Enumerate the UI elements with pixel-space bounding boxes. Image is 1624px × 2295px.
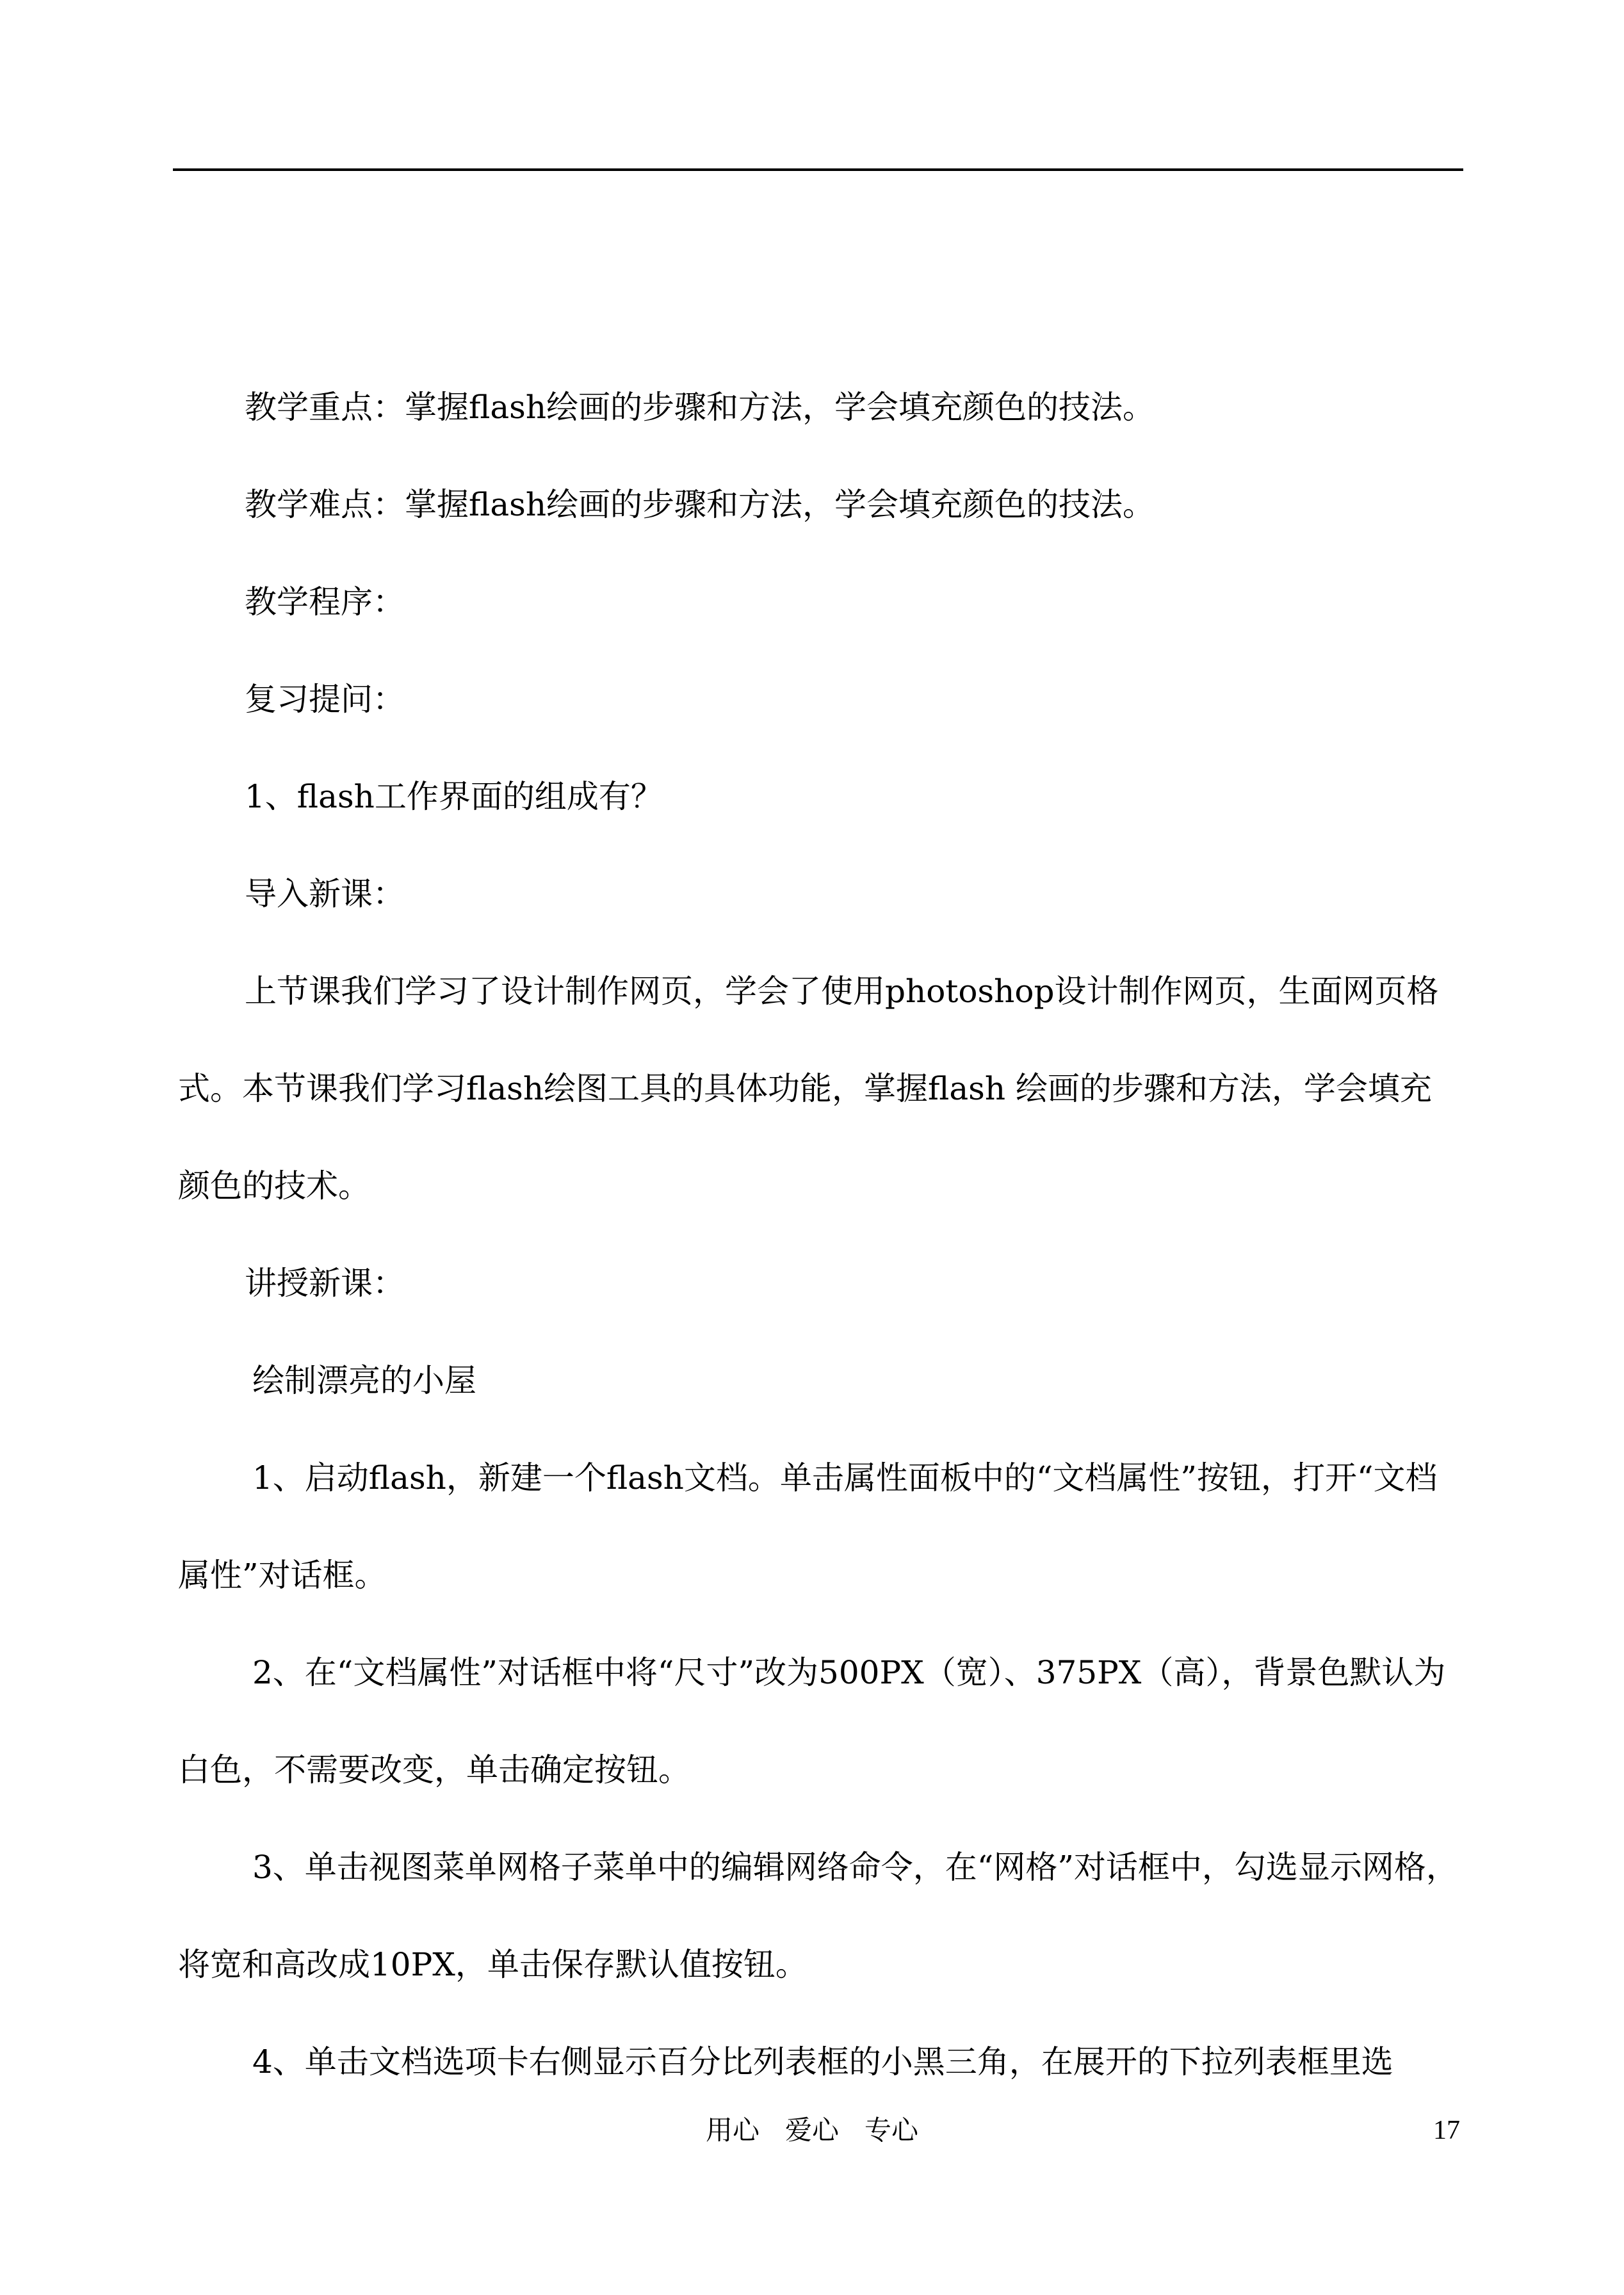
new-lesson-heading: 讲授新课： [245,1265,405,1302]
activity-title: 绘制漂亮的小屋 [252,1362,476,1399]
new-lesson-intro-heading: 导入新课： [245,875,405,912]
teaching-procedure-heading: 教学程序： [245,583,405,620]
footer-motto: 用心 爱心 专心 [705,2114,919,2146]
step-4: 4、单击文档选项卡右侧显示百分比列表框的小黑三角，在展开的下拉列表框里选 [252,2043,1393,2080]
teaching-difficulty: 教学难点：掌握flash绘画的步骤和方法，学会填充颜色的技法。 [245,486,1155,523]
step-3: 3、单击视图菜单网格子菜单中的编辑网络命令，在“网格”对话框中，勾选显示网格，将宽和高改成10PX，单击保存默认值按钮。 [178,1849,1458,1983]
review-question-heading: 复习提问： [245,681,405,718]
header-rule [173,168,1463,171]
review-question-1: 1、flash工作界面的组成有？ [245,778,663,815]
teaching-focus: 教学重点：掌握flash绘画的步骤和方法，学会填充颜色的技法。 [245,389,1155,426]
step-2: 2、在“文档属性”对话框中将“尺寸”改为500PX（宽）、375PX（高），背景色默认为白色，不需要改变，单击确定按钮。 [178,1654,1446,1788]
page-number: 17 [1433,2116,1460,2145]
document-body [178,359,1459,2111]
lesson-intro-paragraph: 上节课我们学习了设计制作网页，学会了使用photoshop设计制作网页，生面网页格式。本节课我们学习flash绘图工具的具体功能，掌握flash 绘画的步骤和方法，学会填充颜色的技术。 [178,973,1439,1204]
step-1: 1、启动flash，新建一个flash文档。单击属性面板中的“文档属性”按钮，打开“文档属性”对话框。 [178,1459,1438,1594]
